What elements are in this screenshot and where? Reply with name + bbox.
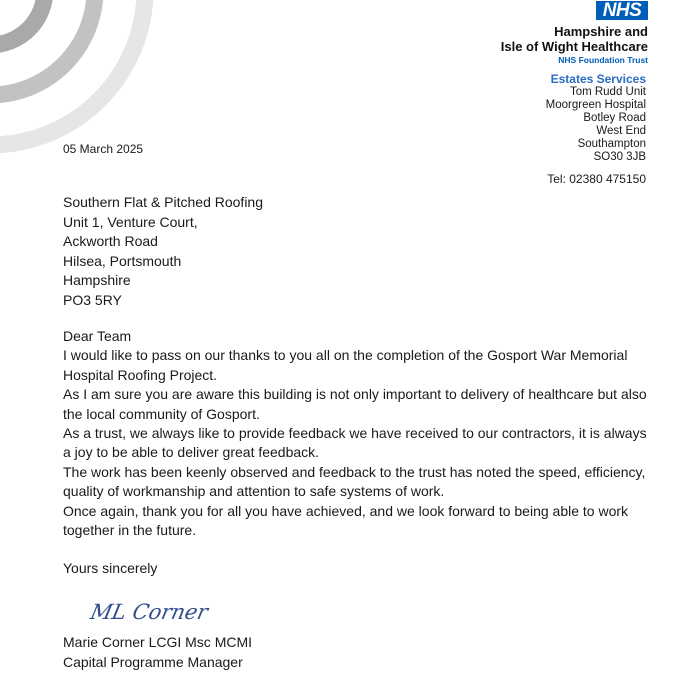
paragraph: I would like to pass on our thanks to you all on the completion of the Gosport War Memorial Hospital Roofing Project. (63, 347, 628, 383)
nhs-logo: NHS (596, 1, 648, 20)
signer-block (63, 633, 252, 672)
signer-name: Marie Corner LCGI Msc MCMI (63, 634, 253, 650)
recipient-line: Southern Flat & Pitched Roofing (63, 194, 264, 210)
org-name-line2: Isle of Wight Healthcare (500, 39, 648, 54)
recipient-line: PO3 5RY (63, 291, 122, 308)
letter-body (63, 327, 653, 540)
address-line: Moorgreen Hospital (545, 98, 646, 111)
sender-address (546, 72, 646, 163)
recipient-line: Unit 1, Venture Court, (63, 213, 198, 230)
arc-outer (0, 0, 145, 145)
recipient-address (63, 193, 263, 311)
recipient-line: Hampshire (63, 272, 131, 289)
closing: Yours sincerely (63, 560, 158, 576)
letter-date: 05 March 2025 (63, 142, 144, 156)
paragraph: Once again, thank you for all you have achieved, and we look forward to being able to work together in the future. (63, 502, 629, 539)
salutation: Dear Team (63, 328, 132, 344)
arc-inner (0, 0, 45, 45)
recipient-line: Ackworth Road (63, 233, 158, 250)
org-subtitle: NHS Foundation Trust (558, 55, 648, 65)
address-line: Botley Road (583, 111, 646, 124)
department: Estates Services (550, 72, 646, 86)
address-line: Southampton (577, 137, 646, 150)
paragraph: As I am sure you are aware this building is not only important to delivery of healthcare but also the local community of Gosport. (63, 386, 647, 422)
handwritten-signature (88, 597, 211, 627)
address-line: SO30 3JB (593, 150, 646, 163)
signature-text: ML Corner (88, 600, 211, 625)
paragraph: As a trust, we always like to provide feedback we have received to our contractors, it is always a joy to be able to deliver great feedback. (63, 425, 647, 461)
address-line: Tom Rudd Unit (569, 86, 646, 98)
recipient-line: Hilsea, Portsmouth (63, 252, 182, 269)
organisation-name (501, 24, 648, 66)
address-line: West End (596, 124, 646, 137)
signer-title: Capital Programme Manager (63, 653, 243, 670)
paragraph: The work has been keenly observed and feedback to the trust has noted the speed, efficiency, quality of workmanship and attention to safe systems of work. (63, 463, 646, 500)
org-name-line1: Hampshire and (554, 24, 648, 39)
telephone: Tel: 02380 475150 (547, 172, 646, 186)
